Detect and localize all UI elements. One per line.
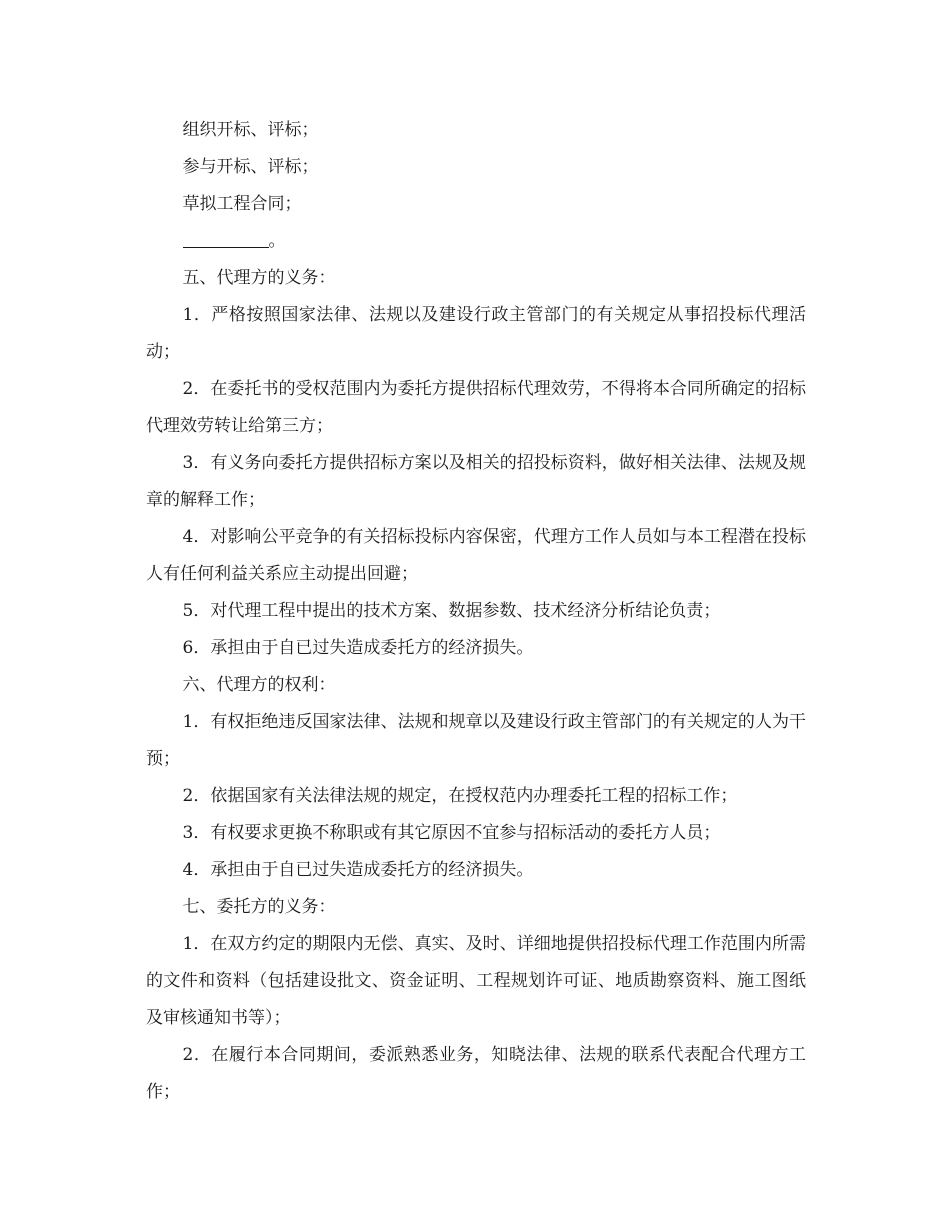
clause-item: 2．依据国家有关法律法规的规定，在授权范内办理委托工程的招标工作；	[182, 786, 738, 806]
clause-item: 2．在履行本合同期间，委派熟悉业务，知晓法律、法规的联系代表配合代理方工作；	[146, 1045, 806, 1102]
section-heading-agent-obligations: 五、代理方的义务：	[182, 268, 336, 288]
section-heading-agent-rights: 六、代理方的权利：	[182, 675, 336, 695]
clause-item: 4．承担由于自已过失造成委托方的经济损失。	[182, 860, 534, 880]
clause-item: 3．有义务向委托方提供招标方案以及相关的招投标资料，做好相关法律、法规及规章的解释工作；	[146, 453, 806, 510]
clause-item: 2．在委托书的受权范围内为委托方提供招标代理效劳，不得将本合同所确定的招标代理效劳转让给第三方；	[146, 379, 806, 436]
list-item-draft-contract: 草拟工程合同；	[182, 194, 302, 214]
blank-underline	[183, 225, 269, 248]
clause-item: 5．对代理工程中提出的技术方案、数据参数、技术经济分析结论负责；	[182, 601, 721, 621]
section-heading-client-obligations: 七、委托方的义务：	[182, 897, 336, 917]
clause-item: 6．承担由于自已过失造成委托方的经济损失。	[182, 638, 534, 658]
clause-item: 3．有权要求更换不称职或有其它原因不宜参与招标活动的委托方人员；	[182, 823, 721, 843]
document-body	[146, 112, 806, 1111]
clause-item: 1．严格按照国家法律、法规以及建设行政主管部门的有关规定从事招投标代理活动；	[146, 305, 806, 362]
list-item-participate-bid-opening: 参与开标、评标；	[182, 157, 319, 177]
list-item-organize-bid-opening: 组织开标、评标；	[182, 120, 319, 140]
clause-item: 1．有权拒绝违反国家法律、法规和规章以及建设行政主管部门的有关规定的人为干预；	[146, 712, 806, 769]
clause-item: 4．对影响公平竞争的有关招标投标内容保密，代理方工作人员如与本工程潜在投标人有任何利益关系应主动提出回避；	[146, 527, 806, 584]
blank-suffix: 。	[268, 231, 286, 251]
list-item-blank-fill	[146, 223, 806, 260]
clause-item: 1．在双方约定的期限内无偿、真实、及时、详细地提供招投标代理工作范围内所需的文件和资料（包括建设批文、资金证明、工程规划许可证、地质勘察资料、施工图纸及审核通知书等）；	[146, 934, 806, 1028]
